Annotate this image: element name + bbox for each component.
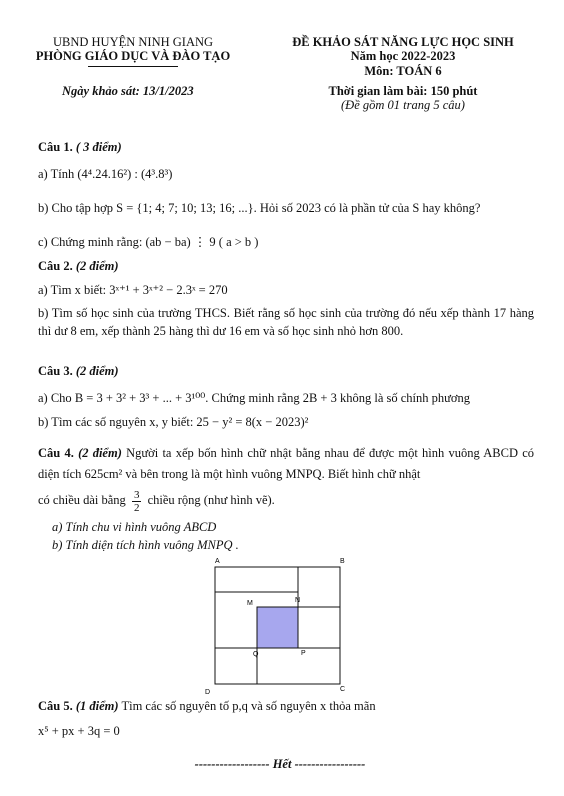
exam-note: (Đề gồm 01 trang 5 câu) <box>341 98 465 112</box>
label-p: P <box>301 650 306 657</box>
label-b: B <box>340 558 345 565</box>
q5-points: (1 điểm) <box>75 699 119 713</box>
exam-date: Ngày khảo sát: 13/1/2023 <box>62 84 194 98</box>
q2-points: (2 điểm) <box>75 259 119 273</box>
q1-a-expr: (4⁴.24.16²) : (4³.8³) <box>77 167 173 181</box>
q3-heading <box>38 364 119 379</box>
end-marker: ------------------ Hết ----------------- <box>194 757 366 771</box>
q3-a <box>38 390 470 406</box>
q1-title: Câu 1. <box>38 140 73 154</box>
q5-title: Câu 5. <box>38 699 73 713</box>
q5-expr: x⁵ + px + 3q = 0 <box>38 724 120 738</box>
q4-sub-b: b) Tính diện tích hình vuông MNPQ . <box>52 538 239 552</box>
header-right-line3: Môn: TOÁN 6 <box>364 64 442 78</box>
q4-area: 625cm² <box>84 467 123 481</box>
q4-text4: có chiều dài bằng <box>38 493 126 507</box>
q1-a <box>38 167 172 182</box>
q3-b <box>38 415 308 430</box>
label-d: D <box>205 689 211 695</box>
q3-a-mid: . Chứng minh rằng <box>205 391 300 405</box>
header-right-line2: Năm học 2022-2023 <box>350 49 456 63</box>
q1-b-text: . Hỏi số 2023 có là phần tử của S hay không? <box>253 201 481 215</box>
q5-text: Tìm các số nguyên tố p,q và số nguyên x thỏa mãn <box>121 699 376 713</box>
q4-text3: . Biết hình chữ nhật <box>321 467 421 481</box>
header-left-line1: UBND HUYỆN NINH GIANG <box>52 35 214 49</box>
q3-points: (2 điểm) <box>75 364 119 378</box>
q4-figure <box>205 555 355 695</box>
q1-heading <box>38 140 122 155</box>
header-left-line2: PHÒNG GIÁO DỤC VÀ ĐÀO TẠO <box>35 49 231 63</box>
q5-line <box>38 699 376 714</box>
label-n: N <box>295 597 301 604</box>
q4-sub-a: a) Tính chu vi hình vuông ABCD <box>52 520 217 534</box>
q3-a-end: không là số chính phương <box>339 391 471 405</box>
header-right-line1: ĐỀ KHẢO SÁT NĂNG LỰC HỌC SINH <box>292 35 514 49</box>
q3-a-expr2: 2B + 3 <box>302 391 337 405</box>
q4-text5: chiều rộng (như hình vẽ). <box>147 493 275 507</box>
q4-frac-den: 2 <box>133 501 140 514</box>
q4-frac-num: 3 <box>133 488 140 501</box>
square-mnpq <box>257 607 298 648</box>
exam-time: Thời gian làm bài: 150 phút <box>328 84 478 98</box>
q3-title: Câu 3. <box>38 364 73 378</box>
q1-c-prefix: c) Chứng minh rằng: <box>38 235 143 249</box>
q1-b-set: S = {1; 4; 7; 10; 13; 16; ...} <box>116 201 254 215</box>
q3-b-expr: 25 − y² = 8(x − 2023)² <box>196 415 309 429</box>
label-q: Q <box>253 651 259 658</box>
label-m: M <box>247 600 253 607</box>
q4-mnpq: MNPQ <box>285 467 322 481</box>
q1-b <box>38 201 480 216</box>
q4-points: (2 điểm) <box>78 446 122 460</box>
q2-heading <box>38 259 119 274</box>
q1-c <box>38 234 258 250</box>
q3-b-prefix: b) Tìm các số nguyên x, y biết: <box>38 415 194 429</box>
q2-a-prefix: a) Tìm x biết: <box>38 283 107 297</box>
q4-text2: và bên trong là một hình vuông <box>125 467 283 481</box>
label-a: A <box>215 558 220 565</box>
q4-title: Câu 4. <box>38 446 74 460</box>
q1-points: ( 3 điểm) <box>75 140 122 154</box>
q1-a-prefix: a) Tính <box>38 167 75 181</box>
header-left-underline <box>88 66 178 67</box>
q1-b-prefix: b) Cho tập hợp <box>38 201 114 215</box>
q1-c-expr: (ab − ba) ⋮ 9 ( a > b ) <box>145 235 259 249</box>
q2-a <box>38 282 228 298</box>
q3-a-expr: B = 3 + 3² + 3³ + ... + 3¹⁰⁰ <box>74 391 206 405</box>
q3-a-prefix: a) Cho <box>38 391 72 405</box>
q2-a-expr: 3ˣ⁺¹ + 3ˣ⁺² − 2.3ˣ = 270 <box>109 283 228 297</box>
q4-fraction <box>132 489 142 514</box>
q4-ratio-line <box>38 488 275 514</box>
q2-title: Câu 2. <box>38 259 73 273</box>
q4-text1: Người ta xếp bốn hình chữ nhật bằng nhau để được một hình vuông ABCD có diện tích <box>38 446 535 481</box>
label-c: C <box>340 686 346 693</box>
q4-paragraph <box>38 443 534 485</box>
q2-b: b) Tìm số học sinh của trường THCS. Biết rằng số học sinh của trường đó nếu xếp thành 17 hàng thì dư 8 em, xếp thành 25 hàng thì dư 16 em và số học sinh nhỏ hơn 800. <box>38 306 534 338</box>
